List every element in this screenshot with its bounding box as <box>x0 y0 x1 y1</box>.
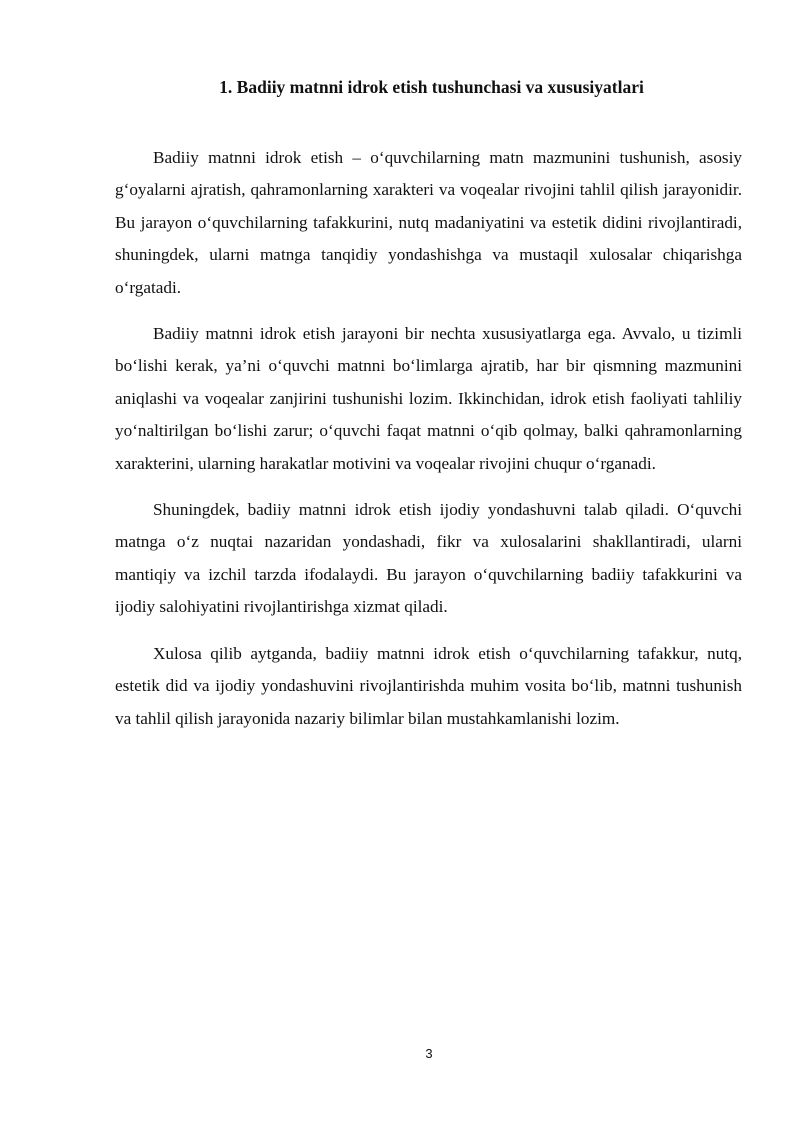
paragraph-1: Badiiy matnni idrok etish – o‘quvchilarning matn mazmunini tushunish, asosiy g‘oyalarni ajratish, qahramonlarning xarakteri va voqealar rivojini tahlil qilish jarayonidir. Bu jarayon o‘quvchilarning tafakkurini, nutq madaniyatini va estetik didini rivojlantiradi, shuningdek, ularni matnga tanqidiy yondashishga va mustaqil xulosalar chiqarishga o‘rgatadi. <box>115 148 742 297</box>
paragraph-3: Shuningdek, badiiy matnni idrok etish ijodiy yondashuvni talab qiladi. O‘quvchi matnga o‘z nuqtai nazaridan yondashadi, fikr va xulosalarini shakllantiradi, ularni mantiqiy va izchil tarzda ifodalaydi. Bu jarayon o‘quvchilarning badiiy tafakkurini va ijodiy salohiyatini rivojlantirishga xizmat qiladi. <box>115 500 742 617</box>
page-number: 3 <box>425 1046 433 1061</box>
paragraph-2: Badiiy matnni idrok etish jarayoni bir nechta xususiyatlarga ega. Avvalo, u tizimli bo‘lishi kerak, ya’ni o‘quvchi matnni bo‘limlarga ajratib, har bir qismning mazmunini aniqlashi va voqealar zanjirini tushunishi lozim. Ikkinchidan, idrok etish faoliyati tahliliy yo‘naltirilgan bo‘lishi zarur; o‘quvchi faqat matnni o‘qib qolmay, balki qahramonlarning xarakterini, ularning harakatlar motivini va voqealar rivojini chuqur o‘rganadi. <box>115 324 742 473</box>
section-heading: 1. Badiiy matnni idrok etish tushunchasi va xususiyatlari <box>219 77 644 97</box>
document-body <box>115 142 742 749</box>
paragraph-4: Xulosa qilib aytganda, badiiy matnni idrok etish o‘quvchilarning tafakkur, nutq, estetik did va ijodiy yondashuvini rivojlantirishda muhim vosita bo‘lib, matnni tushunish va tahlil qilish jarayonida nazariy bilimlar bilan mustahkamlanishi lozim. <box>115 643 742 728</box>
